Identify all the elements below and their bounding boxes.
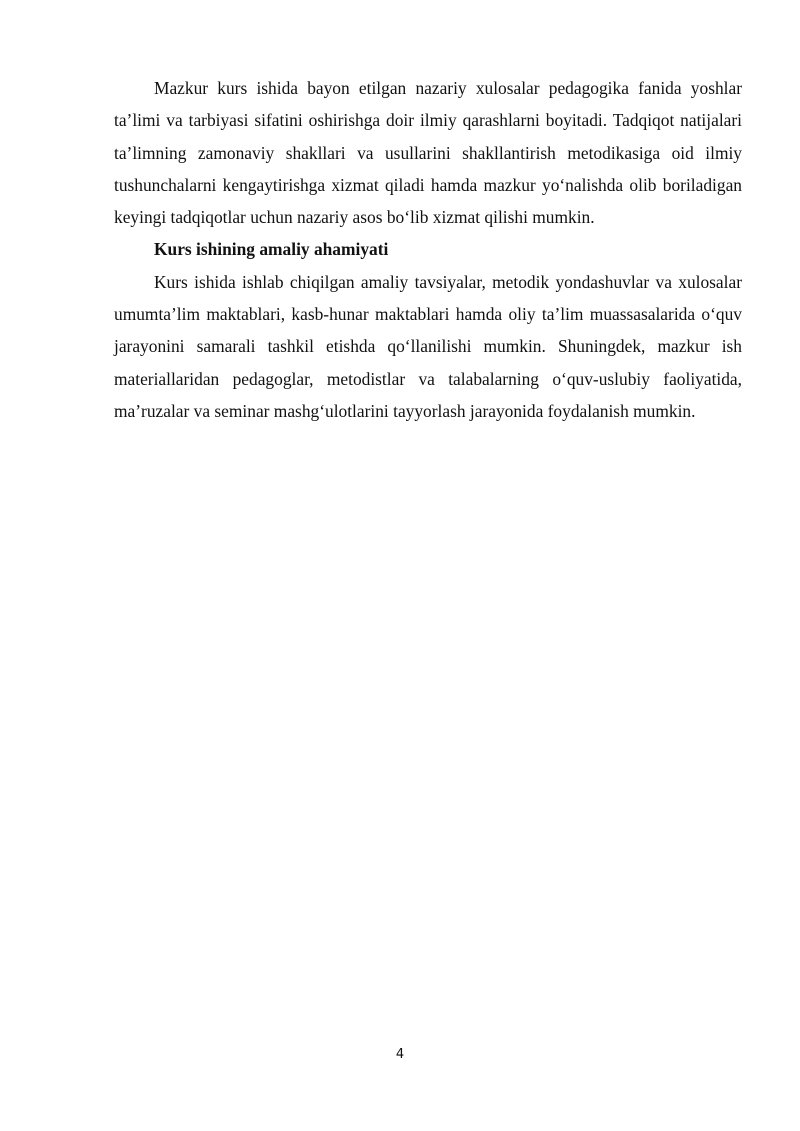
page-number: 4	[395, 1047, 405, 1062]
paragraph-theoretical-significance: Mazkur kurs ishida bayon etilgan nazariy xulosalar pedagogika fanida yoshlar ta’limi va tarbiyasi sifatini oshirishga doir ilmiy qarashlarni boyitadi. Tadqiqot natijalari ta’limning zamonaviy shakllari va usullarini shakllantirish metodikasiga oid ilmiy tushunchalarni kengaytirishga xizmat qiladi hamda mazkur yo‘nalishda olib boriladigan keyingi tadqiqotlar uchun nazariy asos bo‘lib xizmat qilishi mumkin.	[114, 78, 742, 228]
paragraph-practical-significance: Kurs ishida ishlab chiqilgan amaliy tavsiyalar, metodik yondashuvlar va xulosalar umumta’lim maktablari, kasb-hunar maktablari hamda oliy ta’lim muassasalarida o‘quv jarayonini samarali tashkil etishda qo‘llanilishi mumkin. Shuningdek, mazkur ish materiallaridan pedagoglar, metodistlar va talabalarning o‘quv-uslubiy faoliyatida, ma’ruzalar va seminar mashg‘ulotlarini tayyorlash jarayonida foydalanish mumkin.	[114, 271, 742, 421]
section-heading-practical-significance: Kurs ishining amaliy ahamiyati	[154, 239, 389, 260]
page-body	[114, 72, 742, 427]
